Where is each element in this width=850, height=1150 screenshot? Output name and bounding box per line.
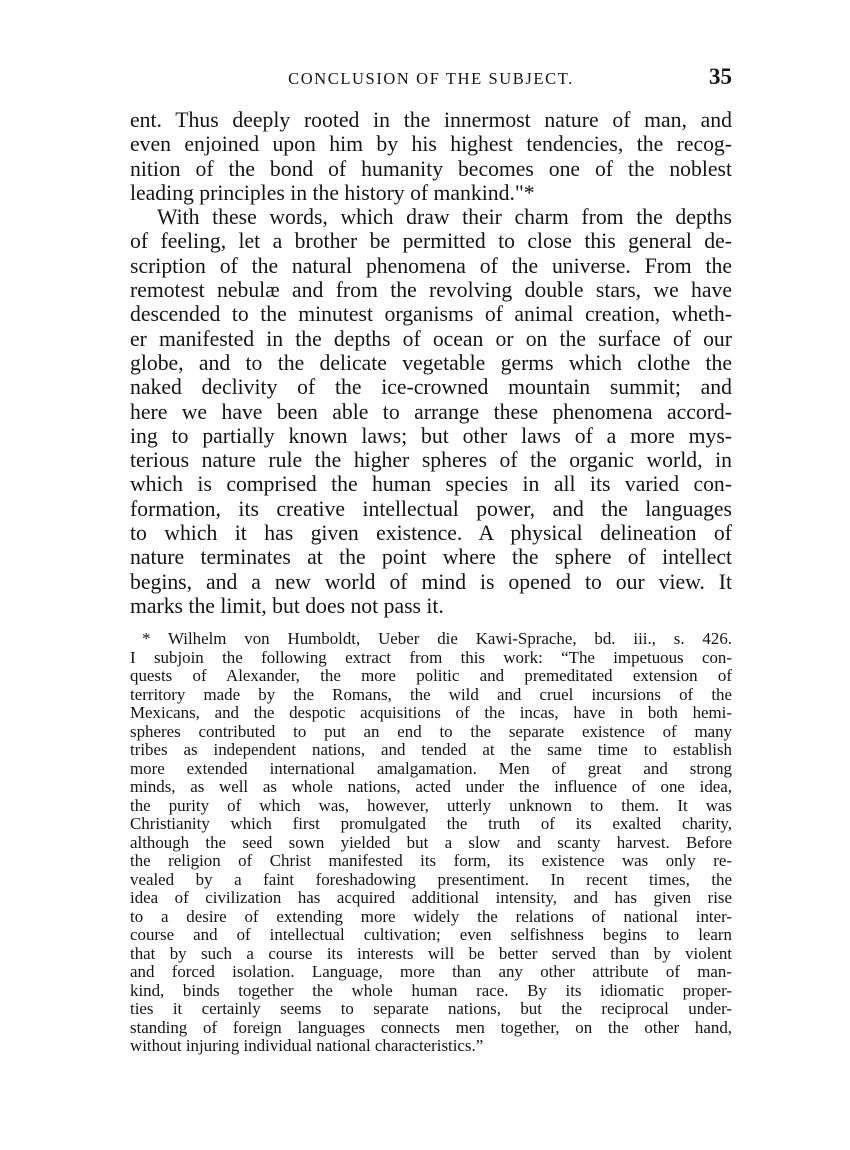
body-line: marks the limit, but does not pass it. (130, 593, 444, 618)
footnote-line: more extended international amalgamation. Men of great and strong (130, 758, 732, 778)
body-line: nition of the bond of humanity becomes one of the noblest (130, 156, 732, 181)
footnote-line: Mexicans, and the despotic acquisitions of the incas, have in both hemi- (130, 703, 732, 722)
footnote-line: although the seed sown yielded but a slow and scanty harvest. Before (130, 832, 732, 852)
body-line: to which it has given existence. A physical delineation of (130, 521, 732, 546)
body-line: ent. Thus deeply rooted in the innermost nature of man, and (130, 108, 732, 132)
body-line: remotest nebulæ and from the revolving double stars, we have (130, 278, 732, 303)
footnote-line: territory made by the Romans, the wild and cruel incursions of the (130, 684, 732, 704)
footnote-line: tribes as independent nations, and tended at the same time to establish (130, 740, 732, 759)
body-line: of feeling, let a brother be permitted to close this general de- (130, 229, 732, 254)
body-line: ing to partially known laws; but other laws of a more mys- (130, 423, 732, 448)
footnote-line: idea of civilization has acquired additional intensity, and has given rise (130, 888, 732, 907)
page-number: 35 (709, 64, 732, 89)
body-line: even enjoined upon him by his highest tendencies, the recog- (130, 132, 732, 157)
body-line: formation, its creative intellectual power, and the languages (130, 496, 732, 521)
footnote-line: Christianity which first promulgated the truth of its exalted charity, (130, 814, 732, 833)
footnote (130, 630, 732, 1056)
footnote-line: and forced isolation. Language, more than any other attribute of man- (130, 962, 732, 981)
footnote-line: the religion of Christ manifested its form, its existence was only re- (130, 851, 732, 870)
body-line: With these words, which draw their charm from the depths (157, 205, 732, 230)
body-line: descended to the minutest organisms of animal creation, wheth- (130, 302, 732, 327)
body-line: er manifested in the depths of ocean or on the surface of our (130, 326, 732, 351)
footnote-line: minds, as well as whole nations, acted under the influence of one idea, (130, 777, 732, 796)
footnote-line: that by such a course its interests will be better served than by violent (130, 943, 732, 963)
footnote-line: quests of Alexander, the more politic and premeditated extension of (130, 666, 732, 685)
body-line: scription of the natural phenomena of the universe. From the (130, 253, 732, 278)
footnote-line: ties it certainly seems to separate nations, but the reciprocal under- (130, 999, 732, 1018)
footnote-line: * Wilhelm von Humboldt, Ueber die Kawi-Sprache, bd. iii., s. 426. (142, 629, 732, 648)
body-line: terious nature rule the higher spheres of the organic world, in (130, 448, 732, 473)
running-title: CONCLUSION OF THE SUBJECT. (288, 69, 574, 88)
footnote-line: course and of intellectual cultivation; even selfishness begins to learn (130, 925, 732, 944)
footnote-line: I subjoin the following extract from this work: “The impetuous con- (130, 647, 732, 667)
footnote-line: without injuring individual national characteristics.” (130, 1036, 484, 1055)
footnote-line: standing of foreign languages connects men together, on the other hand, (130, 1017, 732, 1037)
footnote-line: the purity of which was, however, utterly unknown to them. It was (130, 795, 732, 815)
body-line: leading principles in the history of mankind."* (130, 180, 535, 205)
footnote-line: vealed by a faint foreshadowing presentiment. In recent times, the (130, 869, 732, 889)
body-line: which is comprised the human species in all its varied con- (130, 472, 732, 497)
footnote-line: to a desire of extending more widely the relations of national inter- (130, 906, 732, 926)
running-head (130, 66, 732, 92)
footnote-line: kind, binds together the whole human race. By its idiomatic proper- (130, 980, 732, 1000)
footnote-line: spheres contributed to put an end to the separate existence of many (130, 721, 732, 741)
body-line: globe, and to the delicate vegetable germs which clothe the (130, 350, 732, 375)
body-line: nature terminates at the point where the sphere of intellect (130, 545, 732, 570)
body-line: naked declivity of the ice-crowned mountain summit; and (130, 375, 732, 400)
body-text (130, 108, 732, 618)
body-line: begins, and a new world of mind is opened to our view. It (130, 569, 732, 594)
body-line: here we have been able to arrange these phenomena accord- (130, 399, 732, 424)
